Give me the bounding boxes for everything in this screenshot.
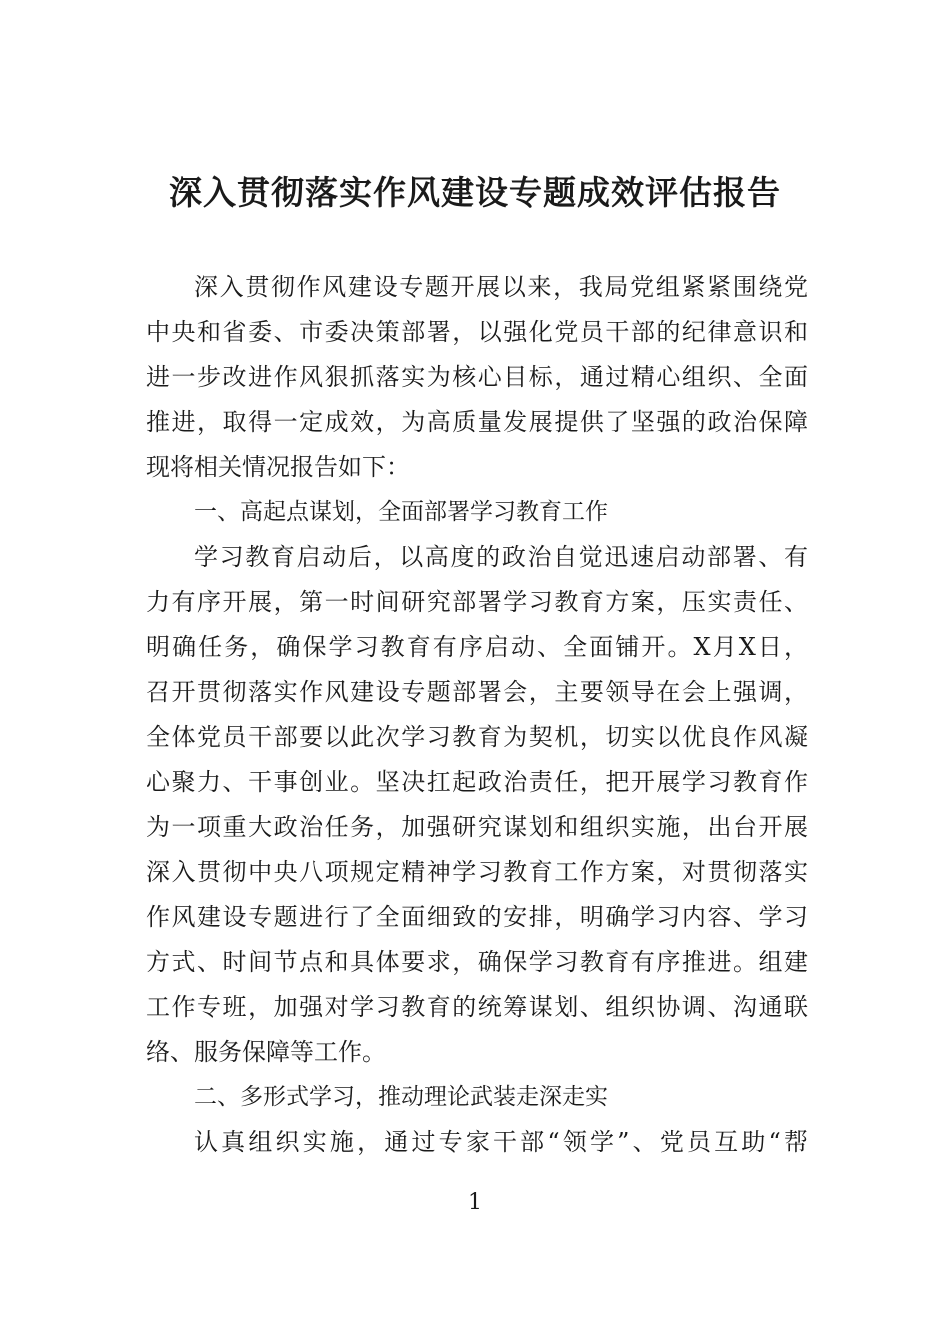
paragraph-line: 现将相关情况报告如下： (146, 453, 410, 481)
paragraph-line: 召开贯彻落实作风建设专题部署会，主要领导在会上强调， (146, 678, 808, 706)
paragraph-line: 推进，取得一定成效，为高质量发展提供了坚强的政治保障 (146, 408, 808, 436)
paragraph-line: 进一步改进作风狠抓落实为核心目标，通过精心组织、全面 (146, 363, 808, 391)
document-body (146, 265, 808, 1165)
paragraph-line: 认真组织实施，通过专家干部“领学”、党员互助“帮 (194, 1128, 808, 1156)
paragraph-line: 方式、时间节点和具体要求，确保学习教育有序推进。组建 (146, 948, 808, 976)
paragraph-line: 力有序开展，第一时间研究部署学习教育方案，压实责任、 (146, 588, 808, 616)
paragraph-line: 络、服务保障等工作。 (146, 1038, 386, 1066)
paragraph-line: 作风建设专题进行了全面细致的安排，明确学习内容、学习 (146, 903, 808, 931)
paragraph-line: 学习教育启动后，以高度的政治自觉迅速启动部署、有 (194, 543, 808, 571)
paragraph-line: 为一项重大政治任务，加强研究谋划和组织实施，出台开展 (146, 813, 808, 841)
page-number: 1 (468, 1190, 482, 1215)
paragraph-line: 心聚力、干事创业。坚决扛起政治责任，把开展学习教育作 (146, 768, 808, 796)
document-title: 深入贯彻落实作风建设专题成效评估报告 (169, 173, 781, 212)
paragraph-line: 深入贯彻中央八项规定精神学习教育工作方案，对贯彻落实 (146, 858, 808, 886)
paragraph-line: 工作专班，加强对学习教育的统筹谋划、组织协调、沟通联 (146, 993, 808, 1021)
section-heading-1: 一、高起点谋划，全面部署学习教育工作 (194, 499, 608, 525)
paragraph-line: 深入贯彻作风建设专题开展以来，我局党组紧紧围绕党 (194, 273, 808, 301)
paragraph-line: 中央和省委、市委决策部署，以强化党员干部的纪律意识和 (146, 318, 808, 346)
section-heading-2: 二、多形式学习，推动理论武装走深走实 (194, 1084, 608, 1110)
paragraph-line: 明确任务，确保学习教育有序启动、全面铺开。X月X日， (146, 633, 808, 661)
paragraph-line: 全体党员干部要以此次学习教育为契机，切实以优良作风凝 (146, 723, 808, 751)
